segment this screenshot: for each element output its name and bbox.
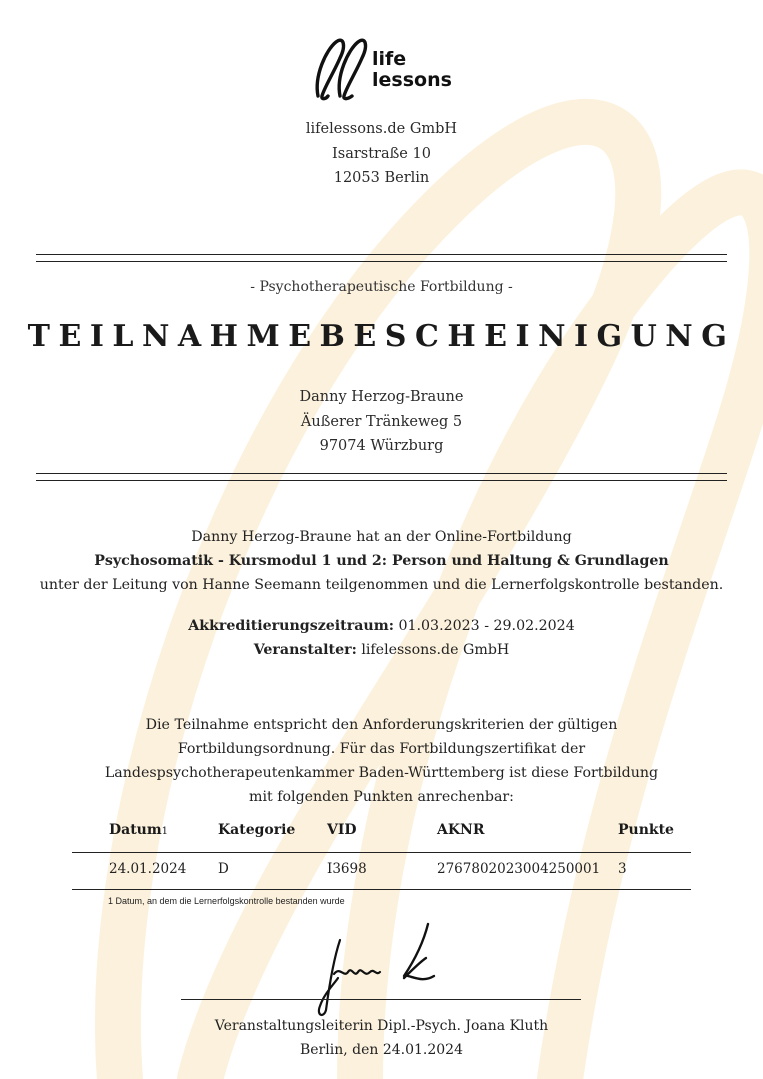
statement-line-1: Danny Herzog-Braune hat an der Online-Fortbildung (191, 529, 572, 545)
organizer-line (0, 638, 763, 662)
divider-top-1 (36, 254, 727, 255)
logo-line-2: lessons (372, 69, 452, 91)
table-header-rule (72, 852, 691, 853)
issuer-city: 12053 Berlin (333, 170, 430, 186)
signature-place-date: Berlin, den 24.01.2024 (299, 1042, 463, 1058)
signer-block (0, 1014, 763, 1062)
requirements-line-4: mit folgenden Punkten anrechenbar: (249, 789, 514, 805)
requirements-line-3: Landespsychotherapeutenkammer Baden-Württemberg ist diese Fortbildung (104, 765, 659, 781)
signature-line (181, 999, 581, 1000)
accreditation-label: Akkreditierungszeitraum: (188, 618, 394, 634)
header-vid: VID (327, 822, 357, 838)
statement-line-3: unter der Leitung von Hanne Seemann teilgenommen und die Lernerfolgskontrolle bestanden. (39, 577, 724, 593)
accreditation-line (0, 614, 763, 638)
recipient-address (0, 385, 763, 459)
logo-wordmark (372, 49, 452, 91)
requirements-line-2: Fortbildungsordnung. Für das Fortbildungszertifikat der (177, 741, 586, 757)
cell-punkte: 3 (618, 861, 627, 877)
table-bottom-rule (72, 889, 691, 890)
divider-bottom-1 (36, 473, 727, 474)
handwritten-signature (300, 918, 450, 1018)
course-title: Psychosomatik - Kursmodul 1 und 2: Person und Haltung & Grundlagen (94, 553, 669, 569)
header-footnote-mark: 1 (161, 826, 169, 837)
header-datum (109, 822, 168, 838)
organizer-value: lifelessons.de GmbH (356, 642, 510, 658)
cell-vid: I3698 (327, 861, 367, 877)
organizer-label: Veranstalter: (253, 642, 357, 658)
requirements-line-1: Die Teilnahme entspricht den Anforderungskriterien der gültigen (145, 717, 618, 733)
header-aknr: AKNR (437, 822, 485, 838)
divider-top-2 (36, 261, 727, 262)
recipient-name: Danny Herzog-Braune (299, 389, 464, 405)
recipient-city: 97074 Würzburg (319, 438, 444, 454)
cell-aknr: 2767802023004250001 (437, 861, 601, 877)
table-footnote: 1 Datum, an dem die Lernerfolgskontrolle bestanden wurde (108, 896, 345, 906)
accreditation-value: 01.03.2023 - 29.02.2024 (393, 618, 575, 634)
signer-name: Veranstaltungsleiterin Dipl.-Psych. Joana Kluth (214, 1018, 549, 1034)
header-punkte: Punkte (618, 822, 674, 838)
accreditation-block (0, 614, 763, 662)
divider-bottom-2 (36, 480, 727, 481)
statement (0, 525, 763, 597)
issuer-address (0, 117, 763, 191)
cell-datum: 24.01.2024 (109, 861, 187, 877)
requirements-text (0, 713, 763, 809)
recipient-street: Äußerer Tränkeweg 5 (300, 413, 463, 430)
page-title: TEILNAHMEBESCHEINIGUNG (27, 319, 736, 354)
header-datum-label: Datum (109, 822, 162, 838)
cell-kategorie: D (218, 861, 229, 877)
issuer-street: Isarstraße 10 (332, 145, 431, 162)
logo-line-1: life (372, 48, 407, 70)
subtitle: - Psychotherapeutische Fortbildung - (250, 279, 513, 295)
issuer-name: lifelessons.de GmbH (305, 121, 458, 137)
header-kategorie: Kategorie (218, 822, 296, 838)
